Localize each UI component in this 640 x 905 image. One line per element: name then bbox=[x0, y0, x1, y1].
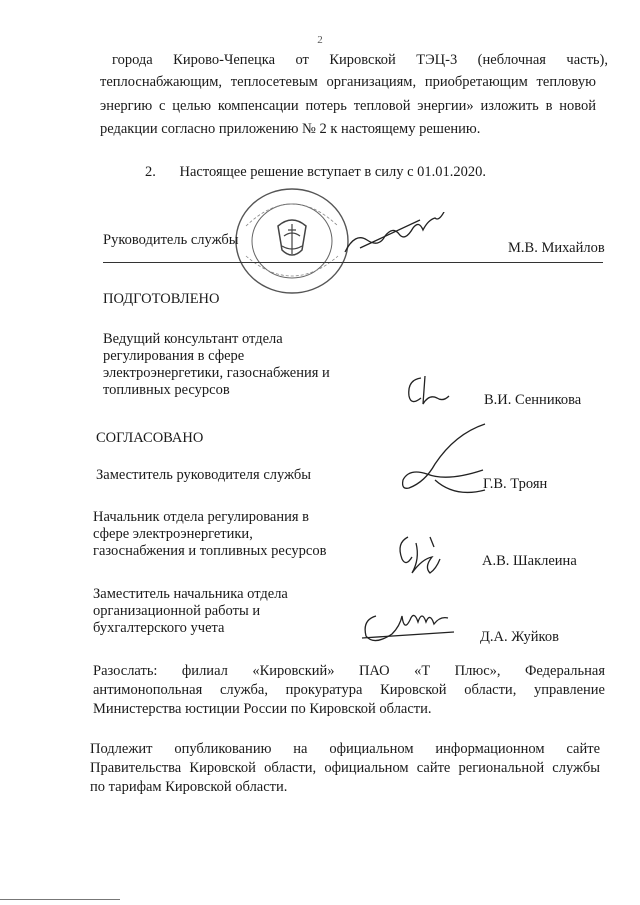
intro-line: города Кирово-Чепецка от Кировской ТЭЦ-3 (неблочная часть), bbox=[112, 52, 608, 68]
intro-line: теплоснабжающим, теплосетевым организациям, приобретающим тепловую bbox=[100, 74, 596, 90]
agreed-signer-2-name: А.В. Шаклеина bbox=[482, 553, 577, 569]
position-line: Заместитель начальника отдела bbox=[93, 586, 288, 602]
position-line: бухгалтерского учета bbox=[93, 620, 225, 636]
publication-line: по тарифам Кировской области. bbox=[90, 779, 288, 795]
agreed-signer-1-signature bbox=[395, 420, 495, 510]
prepared-position bbox=[103, 331, 330, 399]
agreed-signer-3-position bbox=[93, 586, 288, 637]
agreed-signer-3-signature bbox=[356, 608, 466, 648]
item-text: Настоящее решение вступает в силу с 01.01.2020. bbox=[179, 164, 487, 180]
position-line: организационной работы и bbox=[93, 603, 261, 619]
page-number: 2 bbox=[317, 34, 323, 46]
prepared-signature bbox=[403, 372, 453, 408]
position-line: Начальник отдела регулирования в bbox=[93, 509, 310, 525]
agreed-signer-2-position bbox=[93, 509, 326, 560]
divider-rule bbox=[103, 262, 603, 263]
distribution-line: Министерства юстиции России по Кировской области. bbox=[93, 701, 432, 717]
prepared-heading: ПОДГОТОВЛЕНО bbox=[103, 291, 220, 307]
agreed-signer-3-name: Д.А. Жуйков bbox=[480, 629, 559, 645]
publication-line: Правительства Кировской области, официальном сайте региональной службы bbox=[90, 760, 600, 776]
position-line: электроэнергетики, газоснабжения и bbox=[103, 365, 330, 381]
prepared-name: В.И. Сенникова bbox=[484, 392, 582, 408]
head-position: Руководитель службы bbox=[103, 232, 239, 248]
footer-rule bbox=[0, 899, 120, 900]
publication-line: Подлежит опубликованию на официальном информационном сайте bbox=[90, 741, 600, 757]
head-name: М.В. Михайлов bbox=[508, 240, 605, 256]
agreed-signer-2-signature bbox=[394, 531, 450, 581]
head-signature bbox=[340, 212, 450, 262]
agreed-heading: СОГЛАСОВАНО bbox=[96, 430, 204, 446]
distribution-line: антимонопольная служба, прокуратура Кировской области, управление bbox=[93, 682, 605, 698]
position-line: сфере электроэнергетики, bbox=[93, 526, 253, 542]
publication-paragraph bbox=[90, 740, 600, 797]
intro-line: энергию с целью компенсации потерь тепловой энергии» изложить в новой bbox=[100, 98, 596, 114]
position-line: регулирования в сфере bbox=[103, 348, 245, 364]
agreed-signer-1-position: Заместитель руководителя службы bbox=[96, 467, 312, 483]
item-number: 2. bbox=[145, 164, 156, 180]
distribution-paragraph bbox=[93, 662, 605, 719]
distribution-line: Разослать: филиал «Кировский» ПАО «Т Плюс», Федеральная bbox=[93, 663, 605, 679]
intro-line: редакции согласно приложению № 2 к настоящему решению. bbox=[100, 121, 481, 137]
position-line: топливных ресурсов bbox=[103, 382, 230, 398]
position-line: газоснабжения и топливных ресурсов bbox=[93, 543, 327, 559]
position-line: Ведущий консультант отдела bbox=[103, 331, 283, 347]
item-2 bbox=[145, 162, 486, 183]
official-seal-stamp bbox=[232, 186, 352, 296]
agreed-signer-1-name: Г.В. Троян bbox=[483, 476, 548, 492]
